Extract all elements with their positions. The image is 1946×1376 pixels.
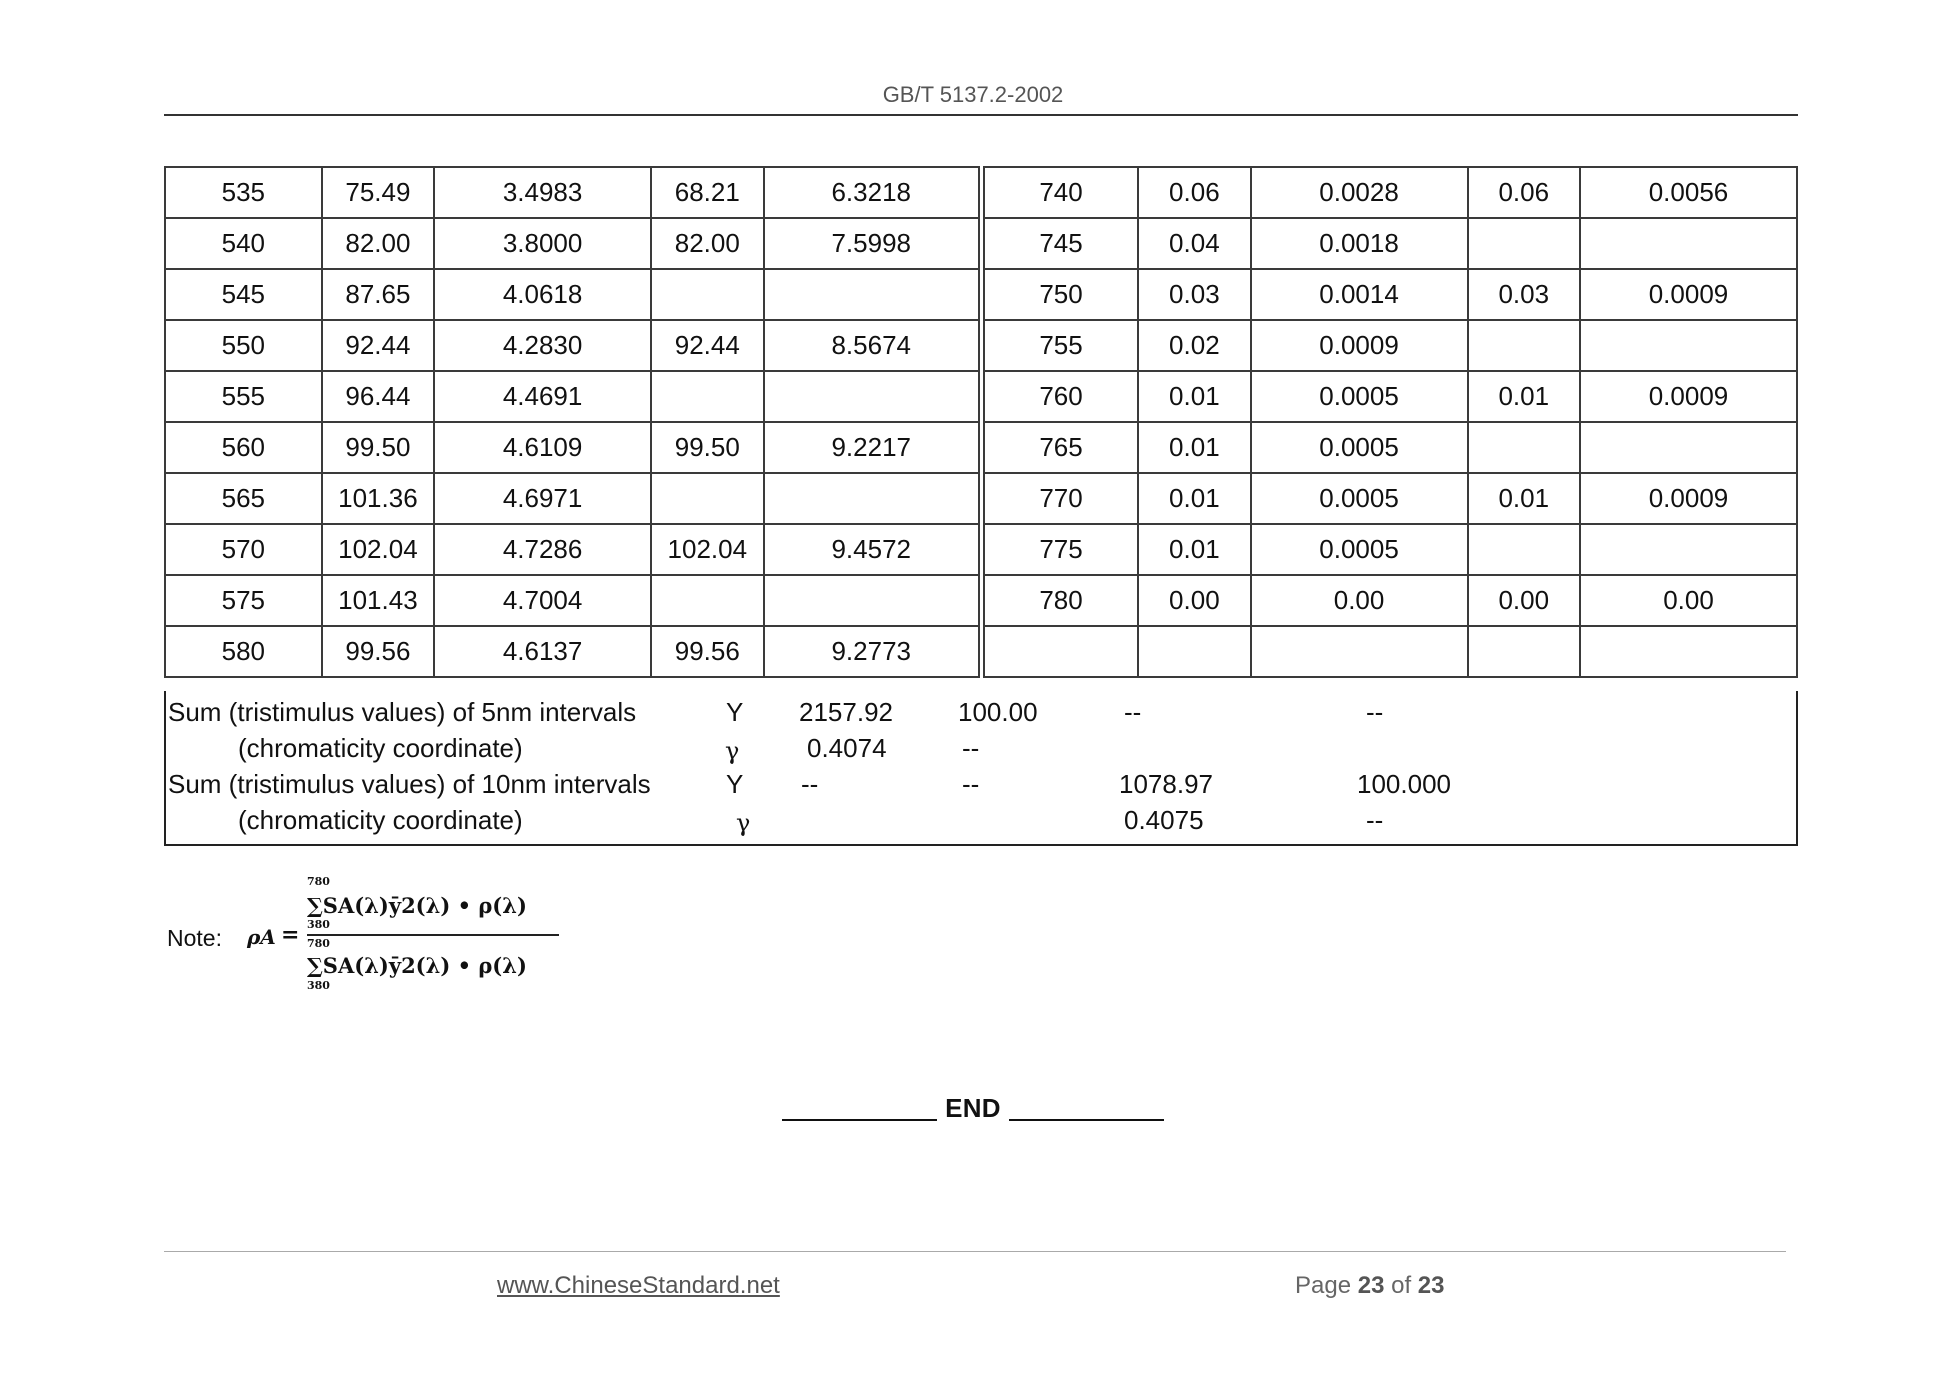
table-cell — [764, 473, 982, 524]
table-cell: 4.7004 — [434, 575, 651, 626]
table-cell: 555 — [165, 371, 322, 422]
numerator-upper-limit: 780 — [307, 875, 330, 888]
page-prefix: Page — [1295, 1272, 1352, 1299]
table-cell — [764, 575, 982, 626]
table-cell: 0.01 — [1138, 524, 1250, 575]
table-cell: 68.21 — [651, 167, 763, 218]
table-cell: 0.0018 — [1251, 218, 1468, 269]
table-row — [165, 269, 1797, 320]
summary-10nm-value-1: -- — [801, 769, 819, 799]
table-cell: 9.2773 — [764, 626, 982, 677]
table-cell: 545 — [165, 269, 322, 320]
fraction-bar — [307, 934, 559, 936]
summary-5nm-value-1: 2157.92 — [799, 697, 893, 727]
summary-5nm-chroma-value-1: 0.4074 — [807, 733, 887, 763]
table-cell: 0.03 — [1468, 269, 1580, 320]
table-cell: 580 — [165, 626, 322, 677]
table-cell: 8.5674 — [764, 320, 982, 371]
table-cell: 565 — [165, 473, 322, 524]
table-cell: 0.04 — [1138, 218, 1250, 269]
table-cell: 0.00 — [1138, 575, 1250, 626]
table-cell: 0.00 — [1580, 575, 1797, 626]
summary-5nm-chroma-symbol: γ — [725, 737, 740, 765]
table-cell: 0.0009 — [1251, 320, 1468, 371]
summary-5nm-chroma-label: (chromaticity coordinate) — [238, 733, 523, 763]
table-cell: 560 — [165, 422, 322, 473]
summary-5nm-value-2: 100.00 — [958, 697, 1038, 727]
table-cell: 0.01 — [1468, 473, 1580, 524]
end-underline-left — [782, 1119, 937, 1121]
table-cell: 99.56 — [322, 626, 434, 677]
table-cell — [1580, 626, 1797, 677]
summary-10nm-value-2: -- — [962, 769, 980, 799]
table-cell: 0.02 — [1138, 320, 1250, 371]
summary-10nm-chroma-label: (chromaticity coordinate) — [238, 805, 523, 835]
formula-lhs: ρA — [247, 925, 276, 949]
table-cell: 4.0618 — [434, 269, 651, 320]
table-cell: 0.01 — [1468, 371, 1580, 422]
denominator-upper-limit: 780 — [307, 937, 330, 950]
table-row — [165, 626, 1797, 677]
numerator-lower-limit: 380 — [307, 918, 330, 931]
table-cell: 0.00 — [1468, 575, 1580, 626]
summary-10nm-chroma-value-4: -- — [1366, 805, 1384, 835]
table-cell — [1468, 320, 1580, 371]
table-cell: 87.65 — [322, 269, 434, 320]
table-cell — [981, 626, 1138, 677]
table-cell — [1468, 626, 1580, 677]
table-cell: 82.00 — [651, 218, 763, 269]
table-cell: 770 — [981, 473, 1138, 524]
header-divider — [164, 114, 1798, 116]
table-cell: 0.06 — [1468, 167, 1580, 218]
table-cell — [1580, 422, 1797, 473]
footer-page-number — [1295, 1272, 1445, 1300]
table-cell — [1580, 320, 1797, 371]
summary-10nm-symbol: Y — [726, 769, 744, 799]
spectral-data-table — [164, 166, 1798, 678]
summary-10nm-chroma-symbol: γ — [736, 809, 751, 837]
table-row — [165, 371, 1797, 422]
table-cell — [1580, 524, 1797, 575]
summary-5nm-value-3: -- — [1124, 697, 1142, 727]
table-cell: 3.4983 — [434, 167, 651, 218]
table-cell: 780 — [981, 575, 1138, 626]
table-cell: 4.6971 — [434, 473, 651, 524]
table-cell: 0.0009 — [1580, 473, 1797, 524]
table-cell: 0.01 — [1138, 473, 1250, 524]
table-cell: 0.01 — [1138, 371, 1250, 422]
table-row — [165, 422, 1797, 473]
table-cell — [651, 473, 763, 524]
table-cell: 760 — [981, 371, 1138, 422]
table-row — [165, 575, 1797, 626]
table-row — [165, 524, 1797, 575]
summary-5nm-label: Sum (tristimulus values) of 5nm intervals — [168, 697, 637, 727]
table-cell — [1138, 626, 1250, 677]
table-row — [165, 473, 1797, 524]
summary-5nm-chroma-value-2: -- — [962, 733, 980, 763]
table-cell: 0.0009 — [1580, 269, 1797, 320]
summary-5nm-value-4: -- — [1366, 697, 1384, 727]
table-cell: 92.44 — [651, 320, 763, 371]
document-header-title: GB/T 5137.2-2002 — [882, 82, 1064, 107]
summary-10nm-label: Sum (tristimulus values) of 10nm intervals — [168, 769, 651, 799]
table-cell — [764, 269, 982, 320]
table-cell: 575 — [165, 575, 322, 626]
table-cell: 570 — [165, 524, 322, 575]
table-cell — [764, 371, 982, 422]
table-cell: 4.7286 — [434, 524, 651, 575]
table-row — [165, 218, 1797, 269]
table-cell: 4.6109 — [434, 422, 651, 473]
table-cell: 6.3218 — [764, 167, 982, 218]
summary-5nm-symbol: Y — [726, 697, 744, 727]
formula-numerator: ∑SA(λ)ȳ2(λ) • ρ(λ) — [307, 893, 527, 918]
table-cell: 550 — [165, 320, 322, 371]
end-marker — [0, 1093, 1946, 1124]
end-text: END — [945, 1093, 1001, 1123]
page-of: of — [1391, 1272, 1412, 1299]
table-cell: 0.00 — [1251, 575, 1468, 626]
page-current: 23 — [1357, 1272, 1385, 1299]
end-underline-right — [1009, 1119, 1164, 1121]
formula-denominator: ∑SA(λ)ȳ2(λ) • ρ(λ) — [307, 953, 527, 978]
table-cell — [1580, 218, 1797, 269]
table-row — [165, 167, 1797, 218]
summary-box — [164, 691, 1798, 846]
table-cell: 0.0005 — [1251, 371, 1468, 422]
table-cell: 0.0056 — [1580, 167, 1797, 218]
table-cell: 0.0005 — [1251, 422, 1468, 473]
table-cell: 775 — [981, 524, 1138, 575]
table-cell: 4.4691 — [434, 371, 651, 422]
table-cell: 4.6137 — [434, 626, 651, 677]
footer-website-link[interactable]: www.ChineseStandard.net — [497, 1272, 780, 1299]
note-label: Note: — [167, 925, 222, 951]
table-cell: 99.50 — [651, 422, 763, 473]
table-cell: 101.36 — [322, 473, 434, 524]
table-cell: 7.5998 — [764, 218, 982, 269]
table-cell: 0.0028 — [1251, 167, 1468, 218]
footer-divider — [164, 1251, 1786, 1252]
table-cell: 99.56 — [651, 626, 763, 677]
note-formula — [245, 875, 575, 995]
table-cell: 96.44 — [322, 371, 434, 422]
table-cell — [1251, 626, 1468, 677]
summary-10nm-value-4: 100.000 — [1357, 769, 1451, 799]
table-cell: 0.01 — [1138, 422, 1250, 473]
table-cell: 0.0014 — [1251, 269, 1468, 320]
table-cell: 99.50 — [322, 422, 434, 473]
table-cell: 92.44 — [322, 320, 434, 371]
table-cell: 0.06 — [1138, 167, 1250, 218]
table-cell: 82.00 — [322, 218, 434, 269]
table-cell: 540 — [165, 218, 322, 269]
table-cell: 0.0005 — [1251, 473, 1468, 524]
table-cell: 4.2830 — [434, 320, 651, 371]
page-total: 23 — [1417, 1272, 1445, 1299]
summary-10nm-chroma-value-3: 0.4075 — [1124, 805, 1204, 835]
table-cell — [651, 575, 763, 626]
table-cell — [1468, 524, 1580, 575]
table-cell: 755 — [981, 320, 1138, 371]
table-cell: 0.0005 — [1251, 524, 1468, 575]
table-cell — [1468, 218, 1580, 269]
table-cell: 101.43 — [322, 575, 434, 626]
table-row — [165, 320, 1797, 371]
table-cell: 750 — [981, 269, 1138, 320]
table-cell — [651, 269, 763, 320]
table-cell — [1468, 422, 1580, 473]
table-cell: 102.04 — [322, 524, 434, 575]
table-cell: 102.04 — [651, 524, 763, 575]
formula-equals: = — [281, 922, 300, 948]
table-cell: 9.4572 — [764, 524, 982, 575]
table-cell: 745 — [981, 218, 1138, 269]
table-cell: 765 — [981, 422, 1138, 473]
denominator-lower-limit: 380 — [307, 979, 330, 992]
table-cell: 0.0009 — [1580, 371, 1797, 422]
table-cell — [651, 371, 763, 422]
table-cell: 535 — [165, 167, 322, 218]
table-cell: 9.2217 — [764, 422, 982, 473]
table-cell: 0.03 — [1138, 269, 1250, 320]
summary-10nm-value-3: 1078.97 — [1119, 769, 1213, 799]
table-cell: 740 — [981, 167, 1138, 218]
table-cell: 3.8000 — [434, 218, 651, 269]
table-cell: 75.49 — [322, 167, 434, 218]
